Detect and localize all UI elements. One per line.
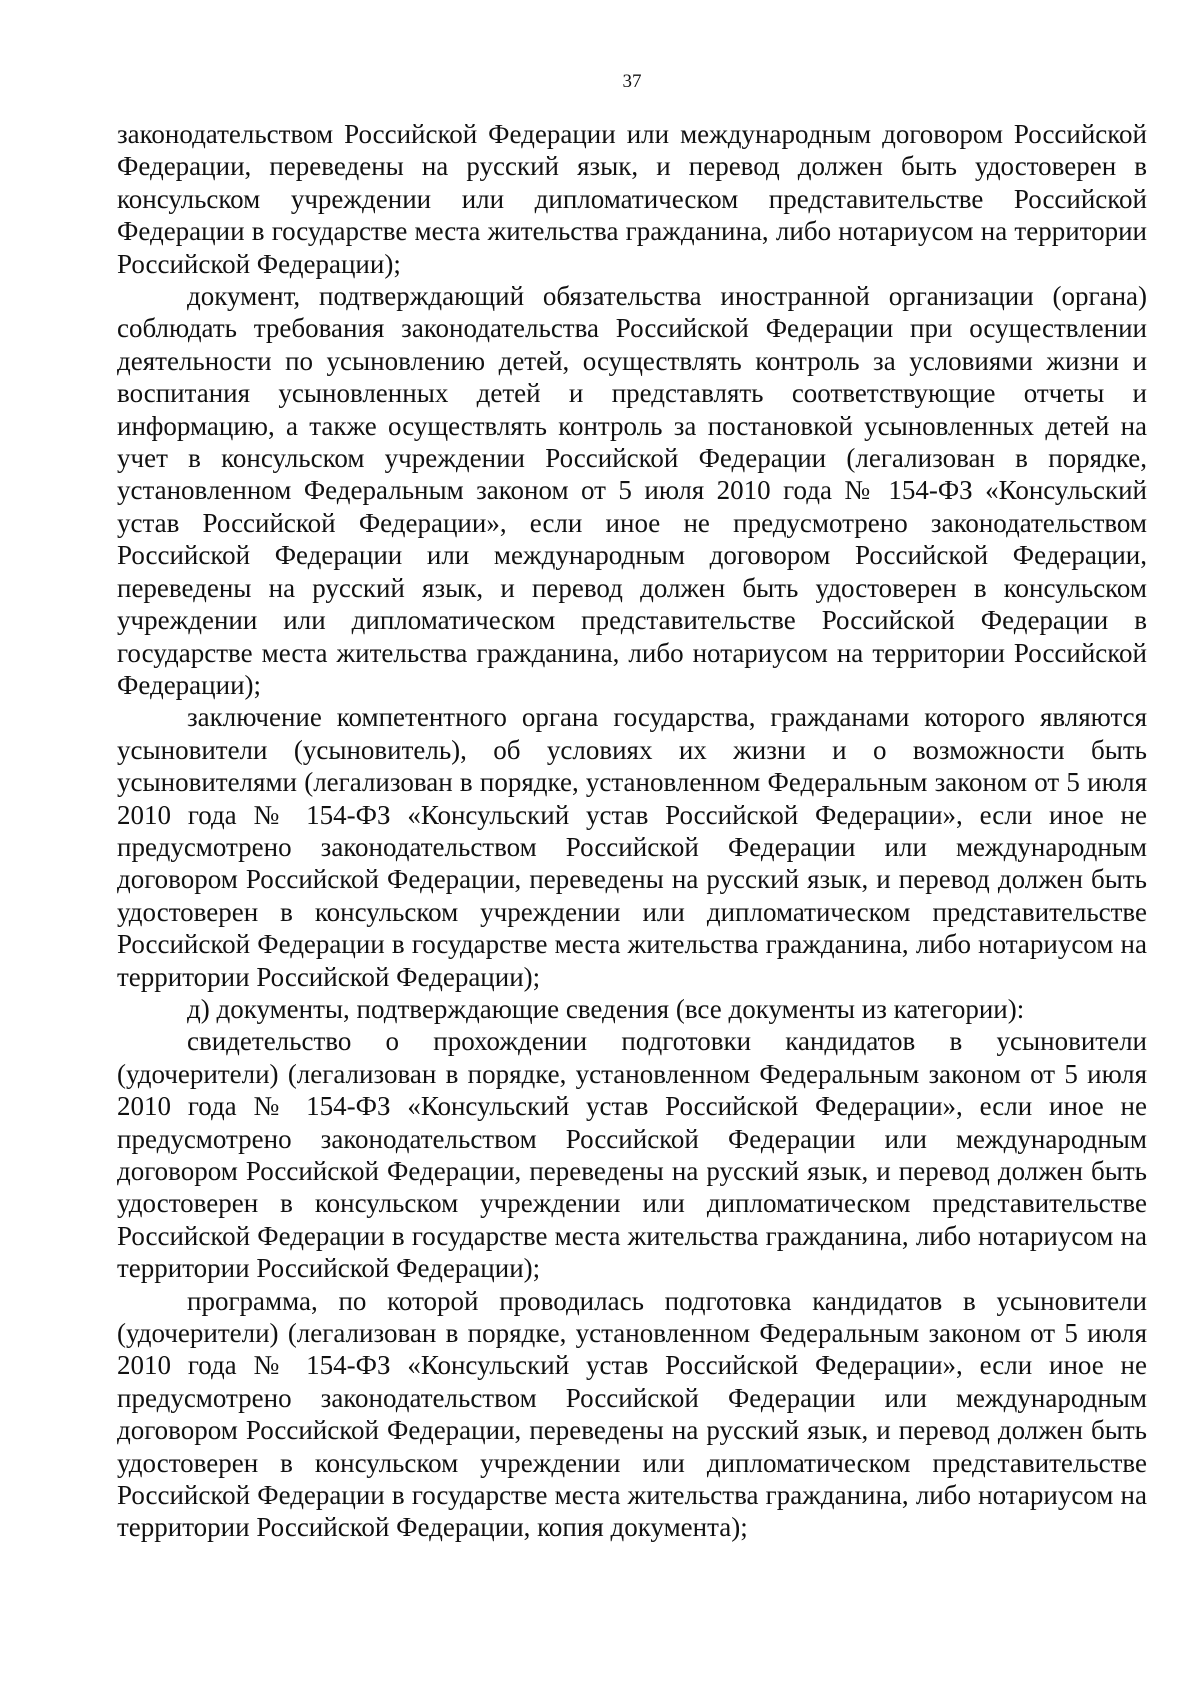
document-body — [117, 118, 1147, 1544]
paragraph: программа, по которой проводилась подготовка кандидатов в усыновители (удочерители) (легализован в порядке, установленном Федеральным законом от 5 июля 2010 года № 154-ФЗ «Консульский устав Российской Федерации», если иное не предусмотрено законодательством Российской Федерации или международным договором Российской Федерации, переведены на русский язык, и перевод должен быть удостоверен в консульском учреждении или дипломатическом представительстве Российской Федерации в государстве места жительства гражданина, либо нотариусом на территории Российской Федерации, копия документа); — [117, 1285, 1147, 1543]
paragraph: законодательством Российской Федерации или международным договором Российской Федерации, переведены на русский язык, и перевод должен быть удостоверен в консульском учреждении или дипломатическом представительстве Российской Федерации в государстве места жительства гражданина, либо нотариусом на территории Российской Федерации); — [117, 119, 1147, 279]
paragraph: заключение компетентного органа государства, гражданами которого являются усыновители (усыновитель), об условиях их жизни и о возможности быть усыновителями (легализован в порядке, установленном Федеральным законом от 5 июля 2010 года № 154-ФЗ «Консульский устав Российской Федерации», если иное не предусмотрено законодательством Российской Федерации или международным договором Российской Федерации, переведены на русский язык, и перевод должен быть удостоверен в консульском учреждении или дипломатическом представительстве Российской Федерации в государстве места жительства гражданина, либо нотариусом на территории Российской Федерации); — [117, 702, 1147, 992]
paragraph: д) документы, подтверждающие сведения (все документы из категории): — [187, 993, 1025, 1024]
paragraph: документ, подтверждающий обязательства иностранной организации (органа) соблюдать требования законодательства Российской Федерации при осуществлении деятельности по усыновлению детей, осуществлять контроль за условиями жизни и воспитания усыновленных детей и представлять соответствующие отчеты и информацию, а также осуществлять контроль за постановкой усыновленных детей на учет в консульском учреждении Российской Федерации (легализован в порядке, установленном Федеральным законом от 5 июля 2010 года № 154-ФЗ «Консульский устав Российской Федерации», если иное не предусмотрено законодательством Российской Федерации или международным договором Российской Федерации, переведены на русский язык, и перевод должен быть удостоверен в консульском учреждении или дипломатическом представительстве Российской Федерации в государстве места жительства гражданина, либо нотариусом на территории Российской Федерации); — [117, 281, 1147, 700]
page-number: 37 — [622, 71, 642, 92]
paragraph: свидетельство о прохождении подготовки кандидатов в усыновители (удочерители) (легализован в порядке, установленном Федеральным законом от 5 июля 2010 года № 154-ФЗ «Консульский устав Российской Федерации», если иное не предусмотрено законодательством Российской Федерации или международным договором Российской Федерации, переведены на русский язык, и перевод должен быть удостоверен в консульском учреждении или дипломатическом представительстве Российской Федерации в государстве места жительства гражданина, либо нотариусом на территории Российской Федерации); — [117, 1026, 1147, 1284]
